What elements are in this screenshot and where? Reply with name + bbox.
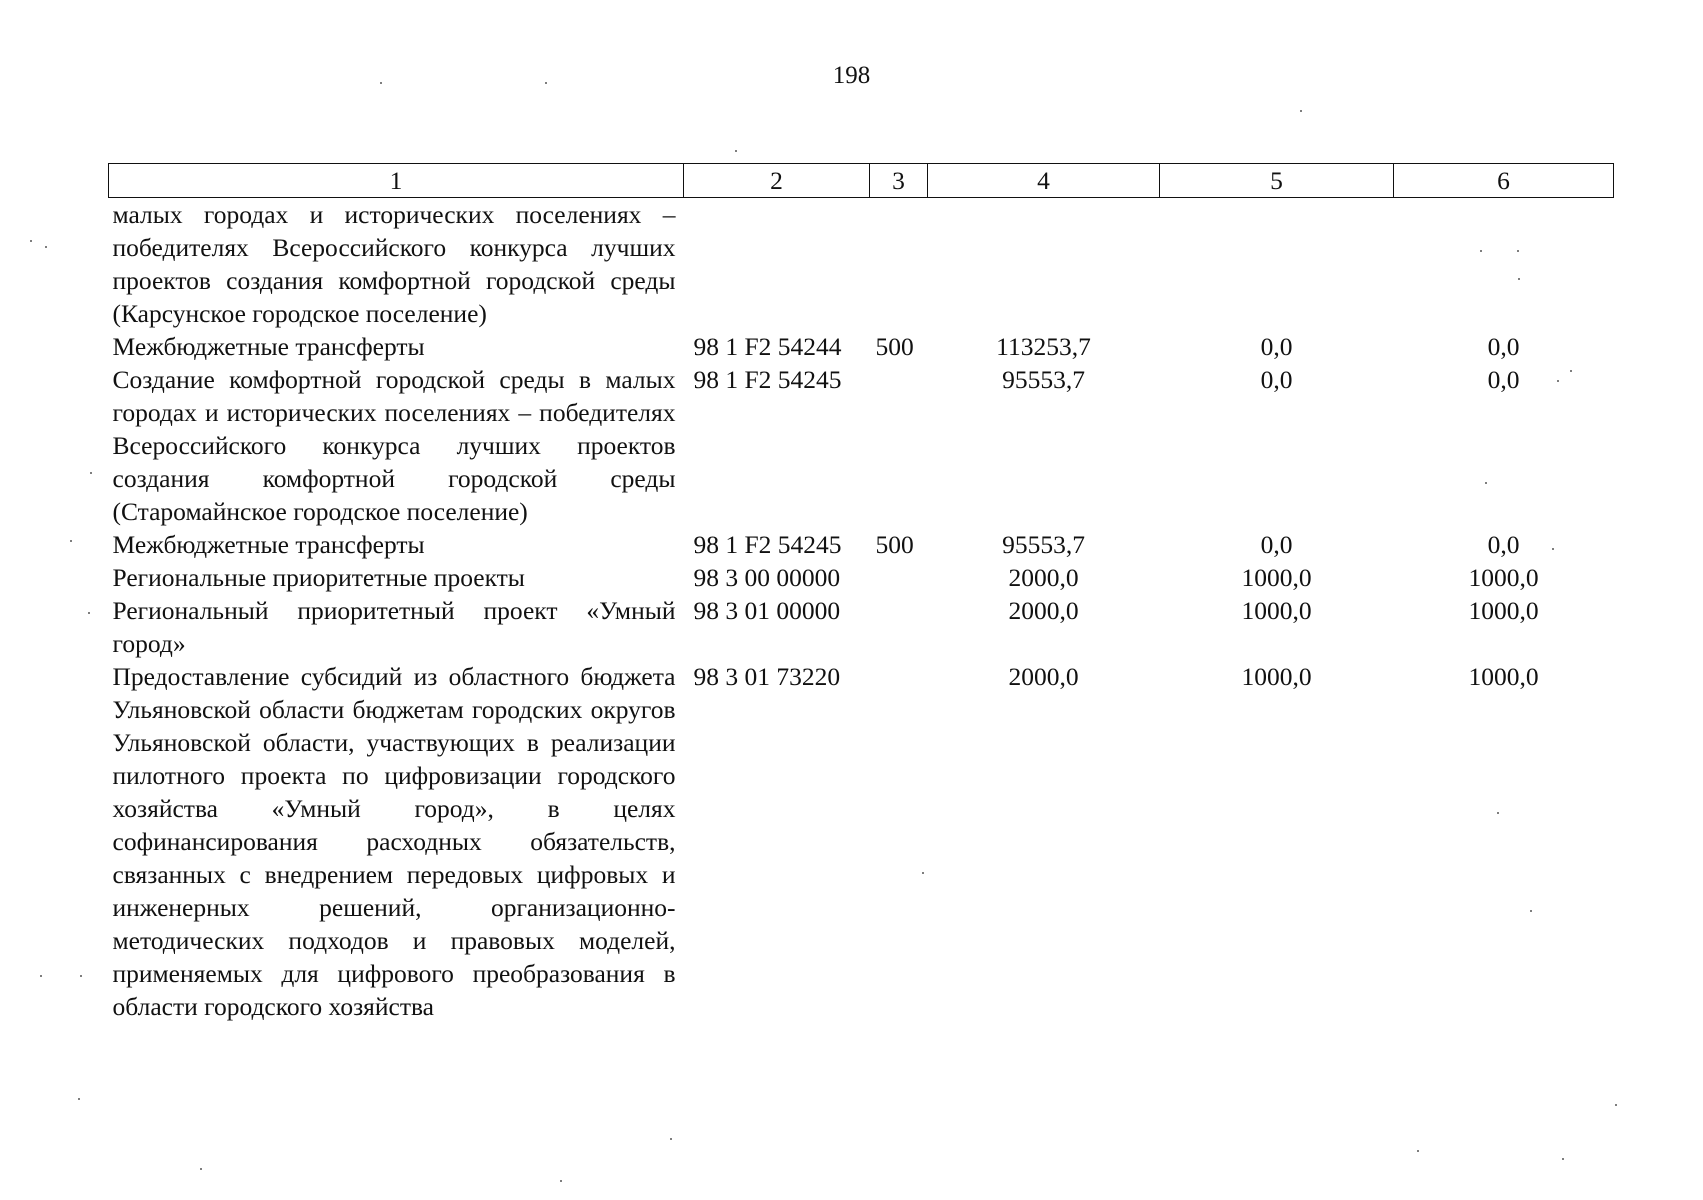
row-expense-type: 500: [875, 332, 914, 361]
table-row: [109, 330, 1614, 363]
scan-speck: [1300, 110, 1302, 112]
table-row: [109, 198, 1614, 331]
scan-speck: [1530, 910, 1532, 912]
table-row: [109, 528, 1614, 561]
row-expense-type: 500: [875, 530, 914, 559]
row-code: 98 1 F2 54245: [693, 365, 842, 394]
table-body: [109, 198, 1614, 1024]
scan-speck: [90, 472, 92, 474]
row-code: 98 3 00 00000: [693, 563, 841, 592]
scan-speck: [45, 246, 47, 248]
row-value-2: 0,0: [1260, 332, 1293, 361]
row-value-3: 1000,0: [1468, 662, 1539, 691]
scan-speck: [735, 150, 737, 152]
row-code: 98 3 01 00000: [693, 596, 841, 625]
scan-speck: [380, 82, 382, 84]
row-value-2: 0,0: [1260, 530, 1293, 559]
scan-speck: [1552, 548, 1554, 550]
row-name: Региональный приоритетный проект «Умный город»: [112, 596, 676, 658]
row-name: Межбюджетные трансферты: [112, 332, 425, 361]
row-value-3: 1000,0: [1468, 596, 1539, 625]
row-value-1: 2000,0: [1008, 563, 1079, 592]
row-name: Межбюджетные трансферты: [112, 530, 425, 559]
row-code: 98 3 01 73220: [693, 662, 841, 691]
row-value-1: 2000,0: [1008, 596, 1079, 625]
row-expense-type: [870, 594, 928, 660]
scan-speck: [560, 1180, 562, 1182]
scan-speck: [1557, 380, 1559, 382]
column-header-1: 1: [109, 164, 684, 198]
scan-speck: [78, 1098, 80, 1100]
row-expense-type: [870, 363, 928, 528]
scan-speck: [1615, 1104, 1617, 1106]
row-value-1: 95553,7: [1002, 530, 1085, 559]
column-header-6: 6: [1394, 164, 1614, 198]
scan-speck: [922, 872, 924, 874]
row-name: малых городах и исторических поселениях – победителях Всероссийского конкурса лучших проектов создания комфортной городской среды (Карсунское городское поселение): [112, 200, 676, 328]
table-row: [109, 594, 1614, 660]
row-value-3: [1394, 198, 1614, 331]
table-header: [109, 164, 1614, 198]
row-value-2: 1000,0: [1241, 563, 1312, 592]
column-header-2: 2: [684, 164, 870, 198]
scan-speck: [88, 612, 90, 614]
scan-speck: [670, 1138, 672, 1140]
row-code: 98 1 F2 54244: [693, 332, 842, 361]
row-name: Создание комфортной городской среды в малых городах и исторических поселениях – победителях Всероссийского конкурса лучших проектов создания комфортной городской среды (Старомайнское городское поселение): [112, 365, 676, 526]
scan-speck: [1570, 370, 1572, 372]
column-header-5: 5: [1160, 164, 1394, 198]
row-expense-type: [870, 198, 928, 331]
scan-speck: [1417, 1150, 1419, 1152]
scan-speck: [1517, 250, 1519, 252]
header-row: [109, 164, 1614, 198]
scan-speck: [30, 240, 32, 242]
row-name: Предоставление субсидий из областного бюджета Ульяновской области бюджетам городских округов Ульяновской области, участвующих в реализации пилотного проекта по цифровизации городского хозяйства «Умный город», в целях софинансирования расходных обязательств, связанных с внедрением передовых цифровых и инженерных решений, организационно-методических подходов и правовых моделей, применяемых для цифрового преобразования в области городского хозяйства: [112, 662, 676, 1021]
row-value-3: 1000,0: [1468, 563, 1539, 592]
scan-speck: [70, 540, 72, 542]
column-header-3: 3: [870, 164, 928, 198]
row-value-2: [1160, 198, 1394, 331]
table-row: [109, 660, 1614, 1023]
row-value-1: 113253,7: [996, 332, 1091, 361]
scan-speck: [1480, 250, 1482, 252]
row-value-3: 0,0: [1487, 365, 1520, 394]
row-value-3: 0,0: [1487, 332, 1520, 361]
column-header-4: 4: [928, 164, 1160, 198]
scan-speck: [1562, 1158, 1564, 1160]
budget-table: [108, 163, 1614, 1023]
scan-speck: [1485, 482, 1487, 484]
page-number: 198: [832, 62, 871, 89]
row-code: 98 1 F2 54245: [693, 530, 842, 559]
table-row: [109, 363, 1614, 528]
row-value-3: 0,0: [1487, 530, 1520, 559]
scan-speck: [545, 82, 547, 84]
scan-speck: [80, 975, 82, 977]
table-row: [109, 561, 1614, 594]
row-value-1: 95553,7: [1002, 365, 1085, 394]
row-value-1: [928, 198, 1160, 331]
row-value-2: 1000,0: [1241, 596, 1312, 625]
row-expense-type: [870, 561, 928, 594]
row-value-2: 0,0: [1260, 365, 1293, 394]
row-value-2: 1000,0: [1241, 662, 1312, 691]
row-code: [684, 198, 870, 331]
row-value-1: 2000,0: [1008, 662, 1079, 691]
row-expense-type: [870, 660, 928, 1023]
scan-speck: [1497, 812, 1499, 814]
scan-speck: [200, 1168, 202, 1170]
scan-speck: [40, 975, 42, 977]
row-name: Региональные приоритетные проекты: [112, 563, 525, 592]
scan-speck: [1518, 278, 1520, 280]
